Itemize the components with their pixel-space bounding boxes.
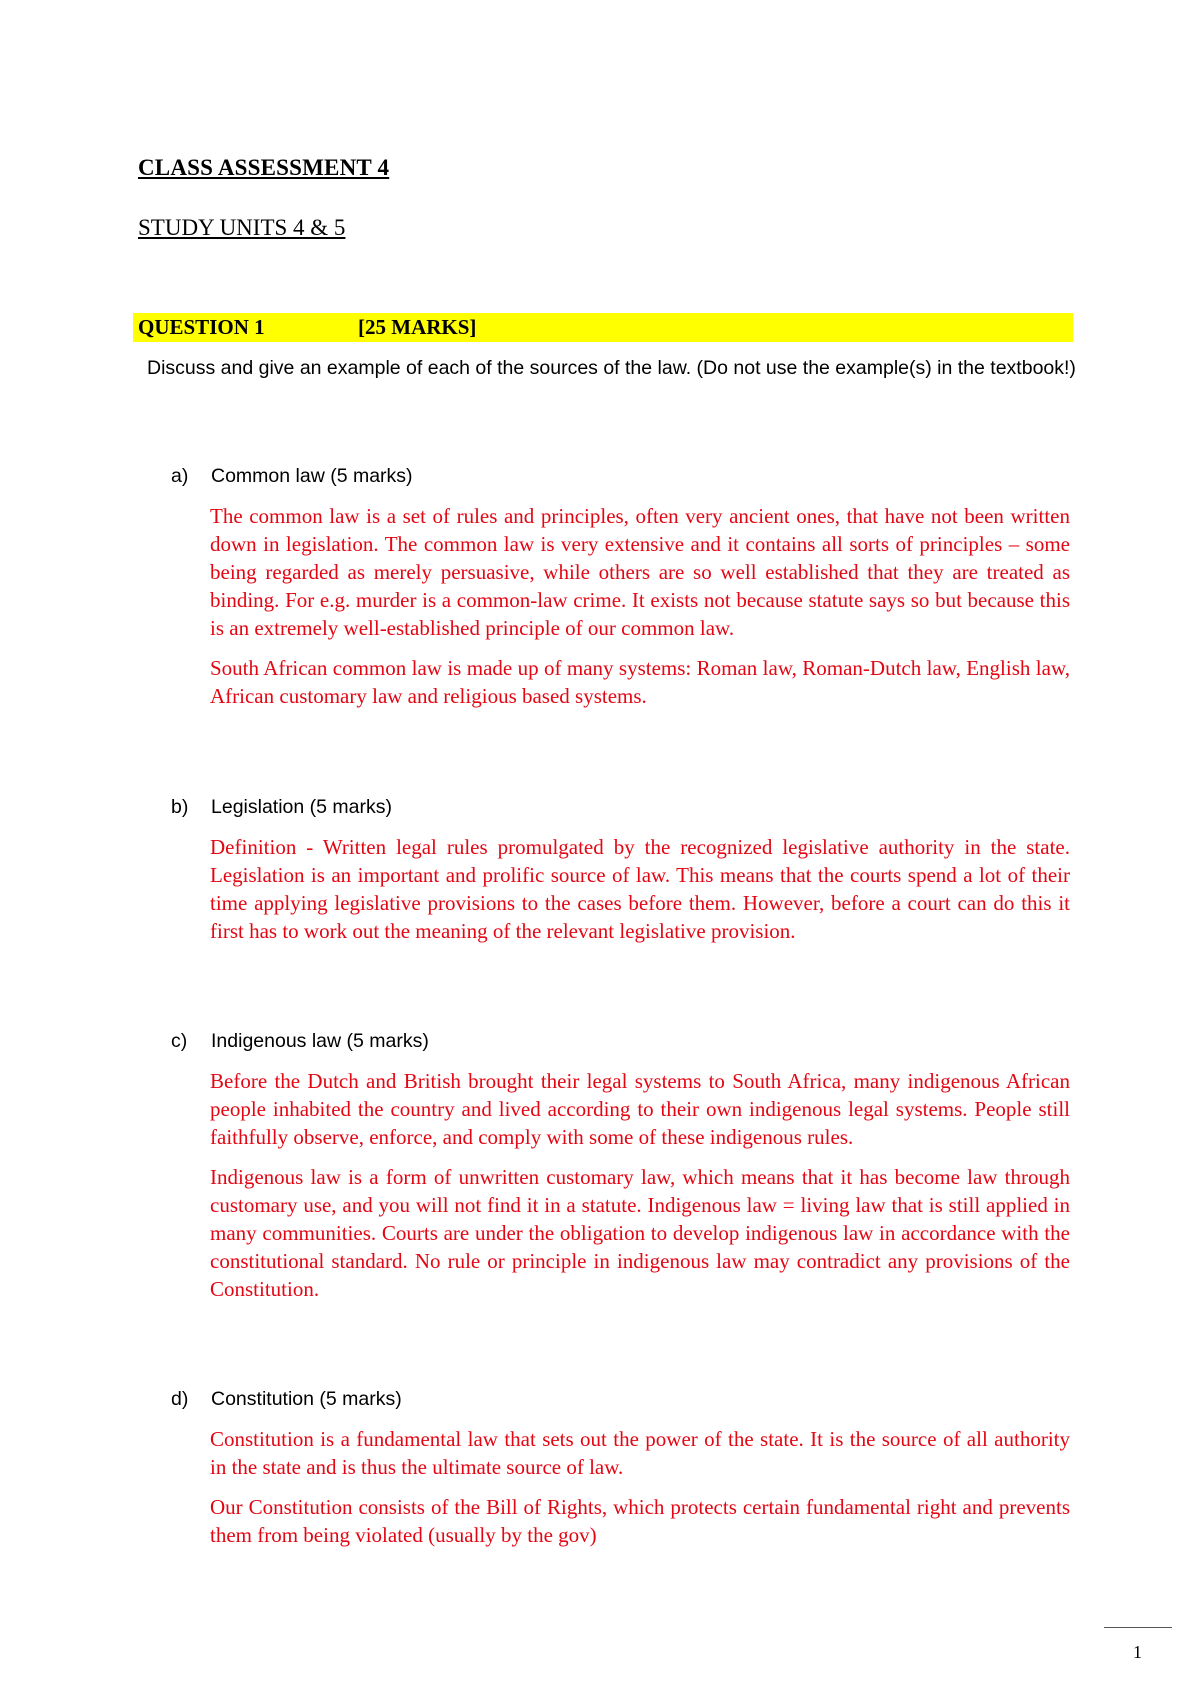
page-number: 1 <box>1133 1642 1142 1662</box>
item-letter: a) <box>171 465 189 487</box>
answer-paragraph: Before the Dutch and British brought their legal systems to South Africa, many indigenous African people inhabited the country and lived according to their own indigenous legal systems. People still faithfully observe, enforce, and comply with some of these indigenous rules. <box>210 1069 1070 1149</box>
document-title: CLASS ASSESSMENT 4 <box>138 155 390 180</box>
answer-indigenous-law <box>210 1067 1070 1315</box>
item-heading-text: Legislation (5 marks) <box>211 796 392 818</box>
answer-legislation <box>210 833 1070 957</box>
item-letter: d) <box>171 1388 189 1410</box>
question-prompt: Discuss and give an example of each of the sources of the law. (Do not use the example(s) in the textbook!) <box>147 357 1076 379</box>
answer-paragraph: South African common law is made up of many systems: Roman law, Roman-Dutch law, English law, African customary law and religious based systems. <box>210 656 1070 708</box>
answer-paragraph: Definition - Written legal rules promulgated by the recognized legislative authority in the state. Legislation is an important and prolific source of law. This means that the courts spend a lot of their time applying legislative provisions to the cases before them. However, before a court can do this it first has to work out the meaning of the relevant legislative provision. <box>210 835 1070 943</box>
question-number: QUESTION 1 <box>138 315 265 339</box>
document-subtitle: STUDY UNITS 4 & 5 <box>138 215 346 240</box>
item-letter: b) <box>171 796 189 818</box>
question-marks: [25 MARKS] <box>358 315 477 339</box>
item-heading-indigenous-law <box>171 1027 429 1055</box>
answer-common-law <box>210 502 1070 722</box>
item-heading-text: Constitution (5 marks) <box>211 1388 402 1410</box>
item-heading-common-law <box>171 462 413 490</box>
item-heading-text: Indigenous law (5 marks) <box>211 1030 429 1052</box>
question-header-bar <box>133 313 1073 342</box>
answer-constitution <box>210 1425 1070 1561</box>
answer-paragraph: Constitution is a fundamental law that sets out the power of the state. It is the source of all authority in the state and is thus the ultimate source of law. <box>210 1427 1070 1479</box>
footer-rule <box>1104 1627 1172 1628</box>
answer-paragraph: The common law is a set of rules and principles, often very ancient ones, that have not been written down in legislation. The common law is very extensive and it contains all sorts of principles – some being regarded as merely persuasive, while others are so well established that they are treated as binding. For e.g. murder is a common-law crime. It exists not because statute says so but because this is an extremely well-established principle of our common law. <box>210 504 1070 640</box>
answer-paragraph: Indigenous law is a form of unwritten customary law, which means that it has become law through customary use, and you will not find it in a statute. Indigenous law = living law that is still applied in many communities. Courts are under the obligation to develop indigenous law in accordance with the constitutional standard. No rule or principle in indigenous law may contradict any provisions of the Constitution. <box>210 1165 1070 1301</box>
item-heading-legislation <box>171 793 392 821</box>
item-letter: c) <box>171 1030 188 1052</box>
answer-paragraph: Our Constitution consists of the Bill of Rights, which protects certain fundamental right and prevents them from being violated (usually by the gov) <box>210 1495 1070 1547</box>
item-heading-text: Common law (5 marks) <box>211 465 413 487</box>
item-heading-constitution <box>171 1385 402 1413</box>
